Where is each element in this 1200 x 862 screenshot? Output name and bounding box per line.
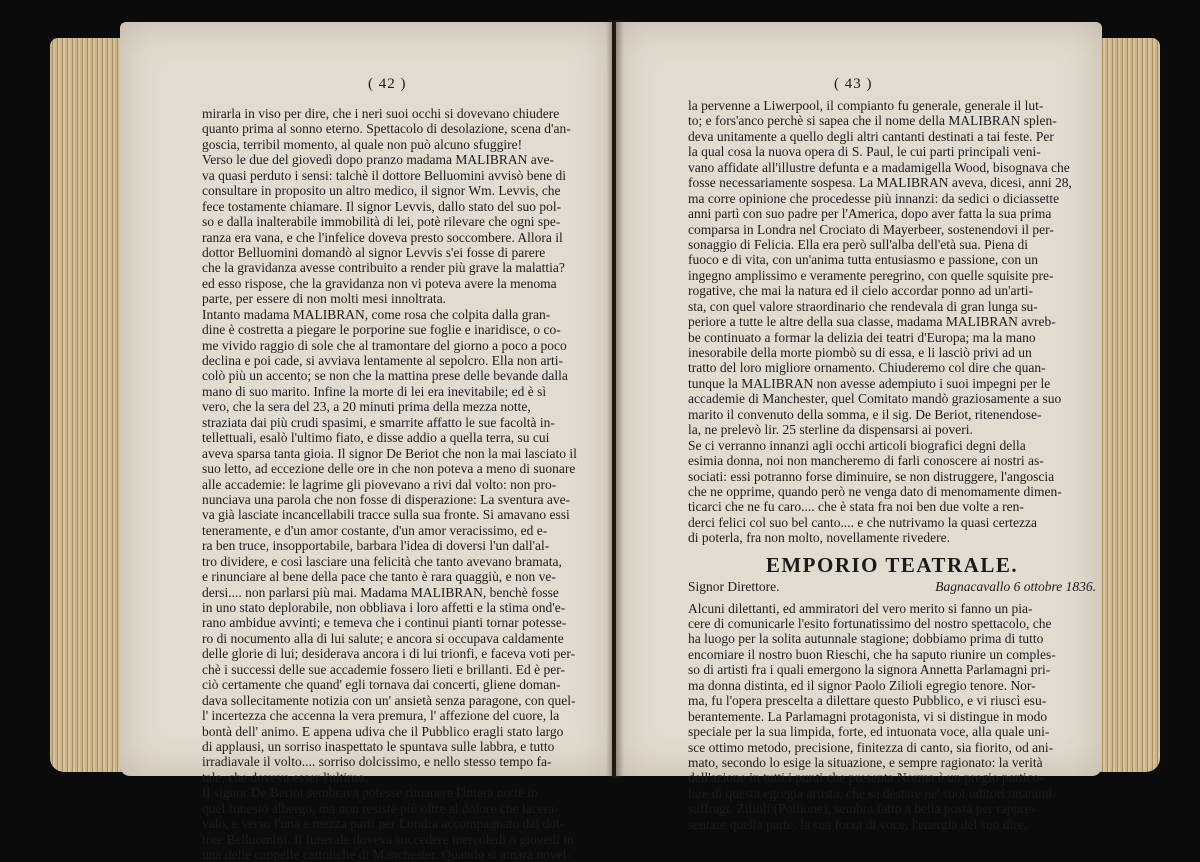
- text-line: l' incertezza che accenna la vera premura, l' affezione del cuore, la: [202, 708, 560, 724]
- text-line: va quasi perduto i sensi: talchè il dottore Belluomini avvisò bene di: [202, 167, 567, 183]
- right-page-text: [688, 98, 1096, 832]
- text-line: nunciava una parola che non fosse di disperazione: La sventura ave-: [202, 491, 571, 507]
- text-line: so e dalla inalterabile immobilità di lei, potè rilevare che ogni spe-: [202, 214, 561, 230]
- section-title: EMPORIO TEATRALE.: [765, 552, 1019, 577]
- text-line: alle accademie: le lagrime gli piovevano a rivi dal volto: non pro-: [202, 476, 557, 492]
- text-line: ingegno amplissimo e veramente peregrino, con quelle squisite pre-: [688, 267, 1054, 283]
- text-line: dava sollecitamente notizia con un' ansietà senza paragone, con quel-: [202, 692, 576, 708]
- text-line: Intanto madama MALIBRAN, come rosa che colpita dalla gran-: [202, 306, 551, 322]
- text-line: straziata dai più crudi spasimi, e smarrite affatto le sue facoltà in-: [202, 414, 555, 430]
- text-line: delle glorie di lui; desiderava ancora i di lui trionfi, e faceva voti per-: [202, 646, 576, 662]
- text-line: colò più un accento; se non che la mattina prese delle bevande dalla: [202, 368, 568, 384]
- text-line: mano di suo marito. Infine la morte di lei era inevitabile; ed è sì: [202, 383, 547, 399]
- text-line: encomiare il nostro buon Rieschi, che ha saputo riunire un comples-: [688, 646, 1056, 662]
- text-line: la, ne prelevò lir. 25 sterline da dispensarsi ai poveri.: [688, 422, 973, 438]
- text-line: cere di comunicarle l'esito fortunatissimo del nostro spettacolo, che: [688, 616, 1052, 632]
- text-line: e rinunciare al bene della pace che tanto è rara quaggiù, e non ve-: [202, 569, 556, 585]
- letter-header: [688, 579, 1096, 594]
- text-line: bontà dell' animo. E appena udiva che il Pubblico eragli stato largo: [202, 723, 564, 739]
- text-line: in uno stato deplorabile, non obbliava i loro affetti e la stima ond'e-: [202, 600, 566, 615]
- text-line: chè i successi delle sue accademie fossero lieti e brillanti. Ed è per-: [202, 661, 565, 677]
- text-line: comparsa in Londra nel Crociato di Mayerbeer, sostenendovi il per-: [688, 221, 1054, 237]
- text-line: anni partì con suo padre per l'America, dopo aver fatta la sua prima: [688, 206, 1052, 222]
- text-line: tore Belluomini. Il funerale doveva succedere mercoledì o giovedì in: [202, 831, 574, 847]
- text-line: rogative, che mai la natura ed il cielo accordar ponno ad un'arti-: [688, 283, 1034, 299]
- text-line: dell'azione in tutti i punti che presenta Norma è un pregio partico-: [688, 770, 1044, 786]
- text-line: ra ben truce, insopportabile, barbara l'idea di doversi l'un dall'al-: [202, 538, 550, 554]
- text-line: suo letto, ad eccezione delle ore in che non poteva a meno di suonare: [202, 461, 576, 477]
- text-line: so di artisti fra i quali emergono la signora Annetta Parlamagni pri-: [688, 662, 1051, 678]
- text-line: ed esso rispose, che la gravidanza non vi poteva avere la menoma: [202, 275, 557, 291]
- left-page-text: [202, 106, 602, 862]
- text-line: speciale per la sua limpida, forte, ed intuonata voce, alla quale uni-: [688, 724, 1050, 740]
- text-line: parte, per essere di non molti mesi innoltrata.: [202, 291, 447, 307]
- text-line: che ne opprime, quando però ne venga dato di menomamente dimen-: [688, 483, 1062, 499]
- text-line: dersi.... non parlarsi più mai. Madama MALIBRAN, benchè fosse: [202, 584, 559, 600]
- text-line: esimia donna, noi non mancheremo di farli conoscere ai nostri as-: [688, 453, 1044, 469]
- article-continuation: [688, 98, 1096, 546]
- text-line: tunque la MALIBRAN non avesse adempiuto i suoi impegni per le: [688, 375, 1051, 391]
- text-line: ma, fu l'opera prescelta a dilettare questo Pubblico, e vi riuscì esu-: [688, 693, 1047, 709]
- text-line: suffragi. Zilioli (Pollione), sembra fatto a bella posta per rappre-: [688, 801, 1036, 817]
- text-line: Se ci verranno innanzi agli occhi articoli biografici degni della: [688, 437, 1026, 453]
- open-book: [50, 10, 1160, 862]
- text-line: va già lasciate incancellabili tracce sulla sua fronte. Si amavano essi: [202, 507, 570, 523]
- text-line: goscia, terribil momento, al quale non può alcuno sfuggire!: [202, 136, 523, 152]
- left-page-edges: [50, 38, 122, 772]
- text-line: sonaggio di Felicia. Ella era però sull'alba dell'età sua. Piena di: [688, 236, 1029, 252]
- text-line: vano affidate all'illustre defunta e a madamigella Wood, bisognava che: [688, 159, 1070, 175]
- text-line: Il signor De Beriot sembrava potesse rimanere l'intera notte in: [202, 785, 538, 801]
- text-line: la pervenne a Liwerpool, il compianto fu generale, generale il lut-: [688, 98, 1044, 113]
- text-line: be continuato a formar la delizia dei teatri d'Europa; ma la mano: [688, 329, 1036, 345]
- text-line: Verso le due del giovedì dopo pranzo madama MALIBRAN ave-: [202, 152, 555, 168]
- page-number-left: ( 42 ): [368, 76, 407, 92]
- text-line: deva unitamente a quello degli altri cantanti destinati a tai feste. Per: [688, 128, 1054, 144]
- salutation: Signor Direttore.: [688, 579, 780, 595]
- text-line: fuoco e di vita, con un'anima tutta entusiasmo e passione, con un: [688, 252, 1038, 268]
- text-line: ma donna distinta, ed il signor Paolo Zilioli egregio tenore. Nor-: [688, 677, 1036, 693]
- text-line: sce ottimo metodo, precisione, finitezza di canto, sia fiorito, od ani-: [688, 739, 1054, 755]
- text-line: sta, con quel valore straordinario che rendevala di gran lunga su-: [688, 298, 1038, 314]
- text-line: consultare in proposito un altro medico, il signor Wm. Levvis, che: [202, 183, 561, 199]
- text-line: la qual cosa la nuova opera di S. Paul, le cui parti principali veni-: [688, 144, 1041, 160]
- text-line: tratto del loro migliore ornamento. Chiuderemo col dire che quan-: [688, 360, 1046, 376]
- text-line: rano ambidue avvinti; e temeva che i continui pianti tornar potesse-: [202, 615, 567, 631]
- right-page-edges: [1100, 38, 1160, 772]
- text-line: che la gravidanza avesse contribuito a render più grave la malattia?: [202, 260, 565, 276]
- right-page: [616, 22, 1102, 832]
- text-line: quel funesto albergo, ma non resistè più oltre al dolore che lacera-: [202, 800, 559, 816]
- left-page: [120, 22, 612, 862]
- text-line: accademie di Manchester, quel Comitato mandò graziosamente a suo: [688, 391, 1062, 407]
- text-line: valo, e verso l'una e mezza partì per Londra accompagnato dal dot-: [202, 816, 565, 832]
- text-line: quanto prima al sonno eterno. Spettacolo di desolazione, scena d'an-: [202, 121, 571, 137]
- text-line: mirarla in viso per dire, che i neri suoi occhi si dovevano chiudere: [202, 106, 560, 121]
- text-line: ma corre opinione che procedesse più innanzi: da sedici o diciassette: [688, 190, 1060, 206]
- text-line: sociati: essi potranno forse diminuire, se non distruggere, l'angoscia: [688, 468, 1055, 484]
- text-line: lare di questa egregia artista, che sa destare ne' suoi uditori unanimi: [688, 785, 1053, 801]
- text-line: ciò certamente che quand' egli tornava dai concerti, gliene doman-: [202, 677, 561, 693]
- text-line: tale, che doveva esser l'ultimo.: [202, 769, 368, 785]
- text-line: di applausi, un sorriso inaspettato le spuntava sulle labbra, e tutto: [202, 738, 555, 754]
- text-line: irradiavale il volto.... sorriso dolcissimo, e nello stesso tempo fa-: [202, 754, 552, 770]
- text-line: declina e poi cade, si avviava lentamente al sepolcro. Ella non arti-: [202, 353, 563, 368]
- text-line: vero, che la sera del 23, a 20 minuti prima della mezza notte,: [202, 399, 531, 415]
- letter-body: [688, 601, 1096, 833]
- text-line: inesorabile della morte piombò su di essa, e li lasciò privi ad un: [688, 345, 1032, 360]
- text-line: dottor Belluomini domandò al signor Levvis s'ei fosse di parere: [202, 244, 546, 260]
- text-line: di poterla, fra non molto, novellamente rivedere.: [688, 530, 951, 546]
- text-line: aveva sparsa tanta gioia. Il signor De Beriot che non la mai lasciato il: [202, 445, 577, 461]
- text-line: fosse necessariamente sospesa. La MALIBRAN aveva, dicesi, anni 28,: [688, 175, 1072, 191]
- text-line: tro dividere, e così lasciare una felicità che tanto avevano bramata,: [202, 553, 562, 569]
- text-line: ro di nocumento alla di lui salute; e ancora si occupava caldamente: [202, 630, 564, 646]
- text-line: derci felici col suo bel canto.... e che nutrivamo la quasi certezza: [688, 514, 1037, 530]
- text-line: me vivido raggio di sole che al tramontare del giorno a poco a poco: [202, 337, 567, 353]
- text-line: ranza era vana, e che l'infelice doveva presto soccombere. Allora il: [202, 229, 563, 245]
- text-line: Alcuni dilettanti, ed ammiratori del vero merito si fanno un pia-: [688, 600, 1033, 616]
- text-line: una delle cappelle cattoliche di Manchester. Quando si amara novel-: [202, 847, 571, 862]
- text-line: to; e fors'anco perchè si sapea che il nome della MALIBRAN splen-: [688, 113, 1057, 129]
- text-line: ha luogo per la solita autunnale stagione; dobbiamo prima di tutto: [688, 631, 1044, 647]
- text-line: fece tostamente chiamare. Il signor Levvis, dallo stato del suo pol-: [202, 198, 562, 214]
- text-line: mato, secondo lo esige la situazione, e sempre ragionato: la verità: [688, 754, 1043, 770]
- text-line: teneramente, e d'un amor costante, d'un amor veracissimo, ed e-: [202, 522, 548, 538]
- book-gutter: [606, 20, 624, 778]
- text-line: sentare quella parte: la sua forza di voce, l'energia del suo dire,: [688, 816, 1028, 832]
- dateline: Bagnacavallo 6 ottobre 1836.: [935, 579, 1096, 595]
- text-line: berantemente. La Parlamagni protagonista, vi si distingue in modo: [688, 708, 1048, 724]
- page-number-right: ( 43 ): [834, 76, 873, 92]
- text-line: ticarci che ne fu caro.... che è stata fra noi ben due volte a ren-: [688, 499, 1024, 515]
- text-line: tellettuali, esalò l'ultimo fiato, e disse addio a quella terra, su cui: [202, 430, 550, 446]
- text-line: dine è costretta a piegare le porporine sue foglie e inaridisce, o co-: [202, 322, 561, 338]
- text-line: marito il convenuto della somma, e il sig. De Beriot, ritenendose-: [688, 406, 1042, 422]
- text-line: periore a tutte le altre della sua classe, madama MALIBRAN avreb-: [688, 314, 1056, 330]
